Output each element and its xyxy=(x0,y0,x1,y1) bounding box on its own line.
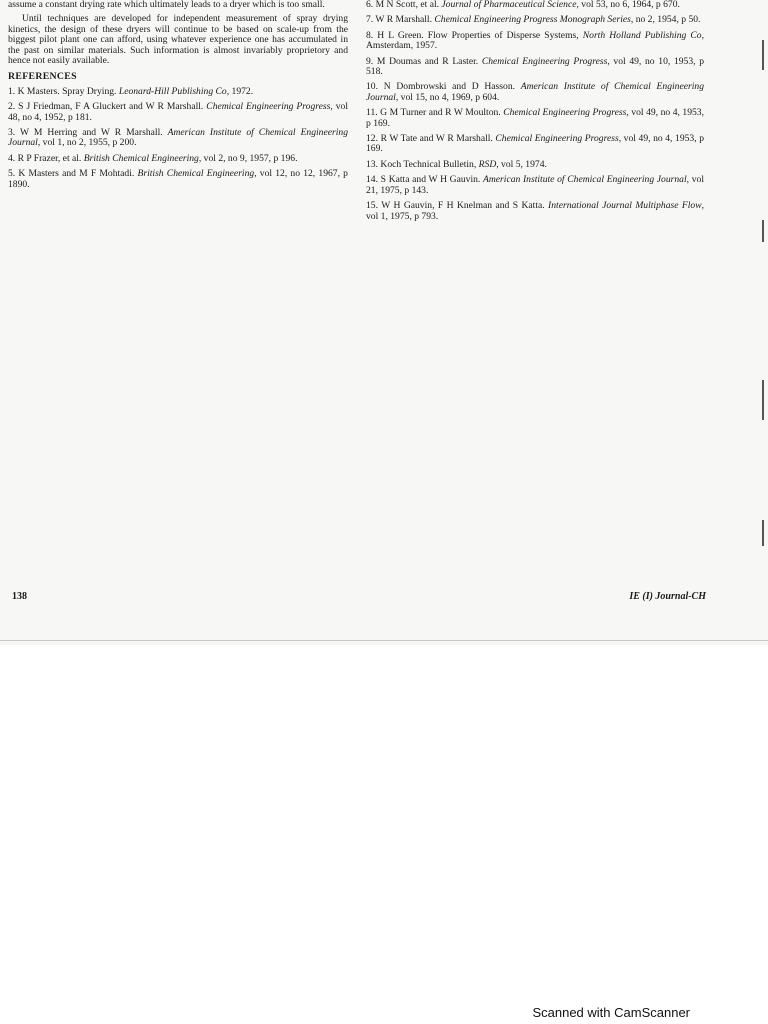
reference-item xyxy=(8,154,348,164)
scan-edge-mark xyxy=(762,220,764,242)
reference-details: , vol 5, 1974. xyxy=(496,158,547,170)
reference-item xyxy=(366,82,704,103)
reference-item xyxy=(8,169,348,190)
reference-details: , vol 48, no 4, 1952, p 181. xyxy=(8,101,348,123)
reference-authors: 3. W M Herring and W R Marshall. xyxy=(8,127,168,139)
reference-item xyxy=(366,0,704,10)
reference-source: Chemical Engineering Progress Monograph Series xyxy=(434,14,631,26)
reference-details: , vol 21, 1975, p 143. xyxy=(366,174,704,196)
reference-source: International Journal Multiphase Flow xyxy=(548,200,702,212)
reference-details: , vol 2, no 9, 1957, p 196. xyxy=(198,152,298,164)
right-column xyxy=(366,0,704,227)
page-edge-divider xyxy=(0,640,768,641)
reference-item xyxy=(366,201,704,222)
reference-item xyxy=(366,108,704,129)
reference-authors: 2. S J Friedman, F A Gluckert and W R Marshall. xyxy=(8,101,207,113)
reference-item xyxy=(8,128,348,149)
reference-details: , vol 1, no 2, 1955, p 200. xyxy=(37,137,137,149)
paragraph-conclusion: Until techniques are developed for independent measurement of spray drying kinetics, the design of these dryers will continue to be based on scale-up from the biggest pilot plant one can afford, using whatever experience one has accumulated in the past on similar materials. Such information is almost invariably proprietory and hence not easily available. xyxy=(8,13,348,67)
reference-details: , 1972. xyxy=(226,85,254,97)
references-heading: REFERENCES xyxy=(8,71,77,83)
reference-source: British Chemical Engineering xyxy=(137,168,255,180)
reference-item xyxy=(366,31,704,52)
paragraph-continued: assume a constant drying rate which ultimately leads to a dryer which is too small. xyxy=(8,0,325,10)
reference-authors: 15. W H Gauvin, F H Knelman and S Katta. xyxy=(366,200,549,212)
journal-name: IE (I) Journal-CH xyxy=(629,591,706,602)
reference-authors: 1. K Masters. Spray Drying. xyxy=(8,85,119,97)
reference-item xyxy=(8,102,348,123)
reference-item xyxy=(366,175,704,196)
reference-source: Chemical Engineering Progress xyxy=(503,107,627,119)
camscanner-watermark: Scanned with CamScanner xyxy=(532,1005,690,1020)
reference-authors: 6. M N Scott, et al. xyxy=(366,0,442,10)
reference-authors: 4. R P Frazer, et al. xyxy=(8,152,84,164)
reference-authors: 11. G M Turner and R W Moulton. xyxy=(366,107,504,119)
reference-item xyxy=(366,134,704,155)
reference-details: , vol 49, no 4, 1953, p 169. xyxy=(366,107,704,129)
reference-details: , no 2, 1954, p 50. xyxy=(630,14,701,26)
reference-source: RSD xyxy=(478,158,497,170)
page-number: 138 xyxy=(12,591,27,602)
reference-details: , vol 53, no 6, 1964, p 670. xyxy=(576,0,680,10)
reference-authors: 9. M Doumas and R Laster. xyxy=(366,55,482,67)
reference-authors: 8. H L Green. Flow Properties of Disperse Systems, xyxy=(366,29,583,41)
reference-authors: 5. K Masters and M F Mohtadi. xyxy=(8,168,138,180)
references-list-left xyxy=(8,87,348,190)
references-list-right xyxy=(366,0,704,222)
reference-details: , Amsterdam, 1957. xyxy=(366,29,704,52)
faint-scan-mark: · xyxy=(70,997,72,1002)
reference-source: Leonard-Hill Publishing Co xyxy=(118,85,227,97)
reference-source: British Chemical Engineering xyxy=(83,152,199,164)
reference-details: , vol 15, no 4, 1969, p 604. xyxy=(395,91,500,103)
scan-edge-mark xyxy=(762,40,764,70)
reference-source: Chemical Engineering Progress xyxy=(206,101,331,113)
reference-details: , vol 49, no 10, 1953, p 518. xyxy=(366,55,704,78)
reference-item xyxy=(366,160,704,170)
reference-authors: 13. Koch Technical Bulletin, xyxy=(366,158,479,170)
scan-edge-mark xyxy=(762,520,764,546)
reference-source: American Institute of Chemical Engineering Journal xyxy=(8,127,348,149)
reference-details: , vol 49, no 4, 1953, p 169. xyxy=(366,133,704,155)
reference-authors: 10. N Dombrowski and D Hasson. xyxy=(366,81,521,93)
reference-source: North Holland Publishing Co xyxy=(582,29,702,41)
scan-edge-mark xyxy=(762,380,764,420)
left-column xyxy=(8,0,348,195)
reference-item xyxy=(366,57,704,78)
reference-authors: 14. S Katta and W H Gauvin. xyxy=(366,174,483,186)
reference-authors: 7. W R Marshall. xyxy=(366,14,435,26)
reference-details: , vol 12, no 12, 1967, p 1890. xyxy=(8,168,348,190)
reference-source: American Institute of Chemical Engineering Journal xyxy=(366,81,704,103)
reference-source: Chemical Engineering Progress xyxy=(495,133,619,145)
reference-source: Journal of Pharmaceutical Science xyxy=(441,0,577,10)
reference-item xyxy=(366,15,704,25)
reference-source: Chemical Engineering Progress xyxy=(481,55,608,67)
reference-authors: 12. R W Tate and W R Marshall. xyxy=(366,133,496,145)
reference-source: American Institute of Chemical Engineering Journal xyxy=(483,174,687,186)
reference-item xyxy=(8,87,348,97)
reference-details: , vol 1, 1975, p 793. xyxy=(366,200,705,222)
